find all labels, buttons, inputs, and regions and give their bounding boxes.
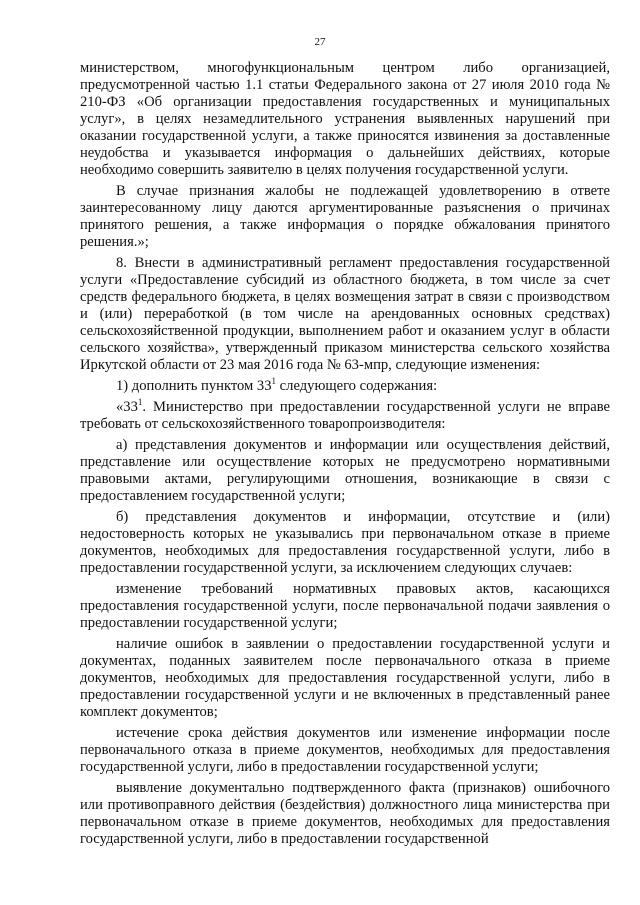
paragraph-8: изменение требований нормативных правовых актов, касающихся предоставления государственной услуги, после первоначальной подачи заявления о предоставлении государственной услуги; [80,581,610,631]
paragraph-3: 8. Внести в административный регламент предоставления государственной услуги «Предоставление субсидий из областного бюджета, в том числе за счет средств федерального бюджета, в целях возмещения затрат в связи с производством и (или) переработкой (в том числе на арендованных основных средствах) сельскохозяйственной продукции, выполнением работ и оказанием услуг в области сельского хозяйства», утвержденный приказом министерства сельского хозяйства Иркутской области от 23 мая 2016 года № 63-мпр, следующие изменения: [80,255,610,373]
paragraph-4 [80,378,610,395]
paragraph-7: б) представления документов и информации, отсутствие и (или) недостоверность которых не указывались при первоначальном отказе в приеме документов, необходимых для предоставления государственной услуги, либо в предоставлении государственной услуги, за исключением следующих случаев: [80,509,610,576]
paragraph-5-tail: . Министерство при предоставлении государственной услуги не вправе требовать от сельскохозяйственного товаропроизводителя: [80,399,610,432]
page-number: 27 [314,36,326,48]
paragraph-5 [80,399,610,433]
paragraph-11: выявление документально подтвержденного факта (признаков) ошибочного или противоправного действия (бездействия) должностного лица министерства при первоначальном отказе в приеме документов, необходимых для предоставления государственной услуги, либо в предоставлении государственной [80,780,610,847]
paragraph-1: министерством, многофункциональным центром либо организацией, предусмотренной частью 1.1 статьи Федерального закона от 27 июля 2010 года № 210-ФЗ «Об организации предоставления государственных и муниципальных услуг», в целях незамедлительного устранения выявленных нарушений при оказании государственной услуги, а также приносятся извинения за доставленные неудобства и указывается информация о дальнейших действиях, которые необходимо совершить заявителю в целях получения государственной услуги. [80,60,610,178]
paragraph-5-text: «33 [116,399,138,415]
paragraph-9: наличие ошибок в заявлении о предоставлении государственной услуги и документах, поданных заявителем после первоначального отказа в приеме документов, необходимых для предоставления государственной услуги, либо в предоставлении государственной услуги и не включенных в представленный ранее комплект документов; [80,636,610,720]
paragraph-4-tail: следующего содержания: [276,378,438,394]
paragraph-2: В случае признания жалобы не подлежащей удовлетворению в ответе заинтересованному лицу даются аргументированные разъяснения о причинах принятого решения, а также информация о порядке обжалования принятого решения.»; [80,183,610,250]
document-body [80,60,610,848]
paragraph-5-superscript: 1 [137,397,143,407]
paragraph-4-text: 1) дополнить пунктом 33 [116,378,272,394]
paragraph-4-superscript: 1 [271,376,277,386]
paragraph-6: а) представления документов и информации или осуществления действий, представление или осуществление которых не предусмотрено нормативными правовыми актами, регулирующими отношения, возникающие в связи с предоставлением государственной услуги; [80,437,610,504]
paragraph-10: истечение срока действия документов или изменение информации после первоначального отказа в приеме документов, необходимых для предоставления государственной услуги, либо в предоставлении государственной услуги; [80,725,610,775]
